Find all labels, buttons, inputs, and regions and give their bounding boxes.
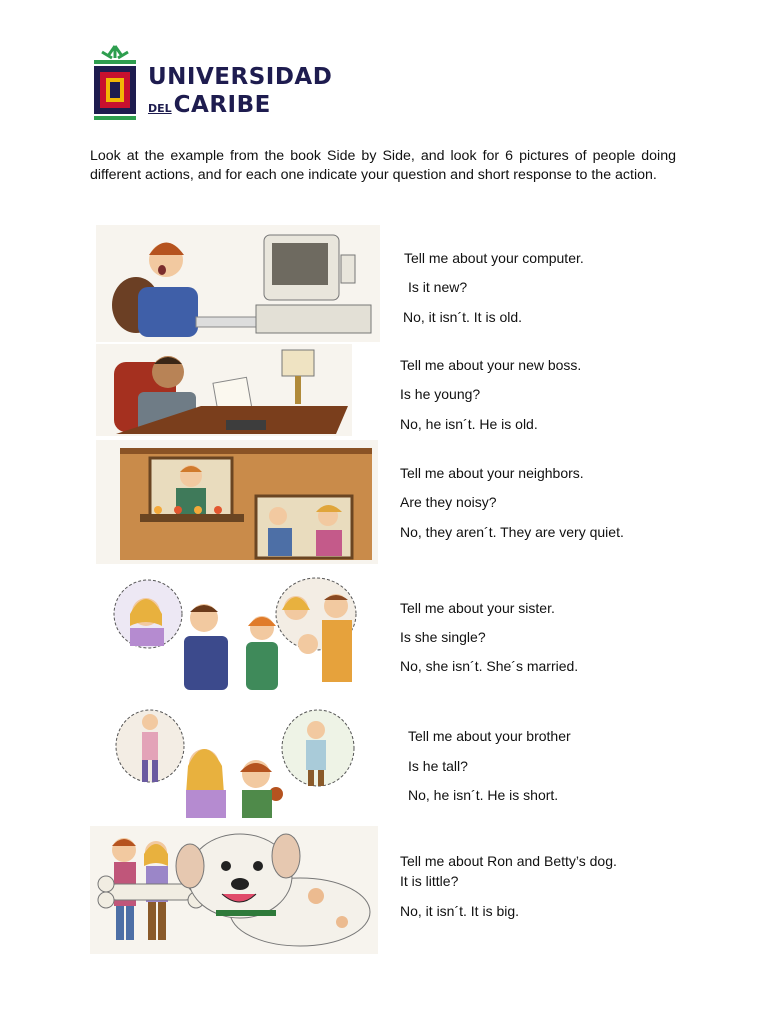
brother-thought-illustration	[100, 706, 360, 818]
logo-caribe: CARIBE	[173, 92, 271, 118]
question-prompt: Tell me about your brother	[408, 728, 571, 744]
logo-line-universidad: UNIVERSIDAD	[148, 64, 333, 90]
university-emblem-icon	[90, 44, 140, 122]
question-prompt: Tell me about your neighbors.	[400, 465, 584, 481]
neighbors-windows-illustration	[96, 440, 378, 564]
question: It is little?	[400, 873, 459, 889]
university-logo	[90, 44, 333, 122]
question-prompt: Tell me about your new boss.	[400, 357, 582, 373]
short-answer: No, it isn´t. It is old.	[403, 309, 523, 325]
boss-at-desk-illustration	[96, 344, 352, 436]
short-answer: No, she isn´t. She´s married.	[400, 658, 579, 674]
logo-del: DEL	[148, 102, 172, 115]
short-answer: No, he isn´t. He is short.	[408, 787, 559, 803]
sister-family-illustration	[96, 568, 366, 692]
question: Are they noisy?	[400, 494, 497, 510]
short-answer: No, they aren´t. They are very quiet.	[400, 524, 624, 540]
logo-line-del-caribe	[148, 92, 271, 118]
question: Is she single?	[400, 629, 486, 645]
couple-big-dog-illustration	[90, 826, 378, 954]
question-prompt: Tell me about your computer.	[404, 250, 584, 266]
question: Is it new?	[408, 279, 468, 295]
short-answer: No, he isn´t. He is old.	[400, 416, 538, 432]
question: Is he young?	[400, 386, 481, 402]
question-prompt: Tell me about Ron and Betty’s dog.	[400, 853, 617, 869]
instructions-paragraph: Look at the example from the book Side by Side, and look for 6 pictures of people doing different actions, and for each one indicate your question and short response to the action.	[90, 148, 676, 183]
man-at-computer-illustration	[96, 225, 380, 342]
short-answer: No, it isn´t. It is big.	[400, 903, 520, 919]
question-prompt: Tell me about your sister.	[400, 600, 555, 616]
question: Is he tall?	[408, 758, 468, 774]
